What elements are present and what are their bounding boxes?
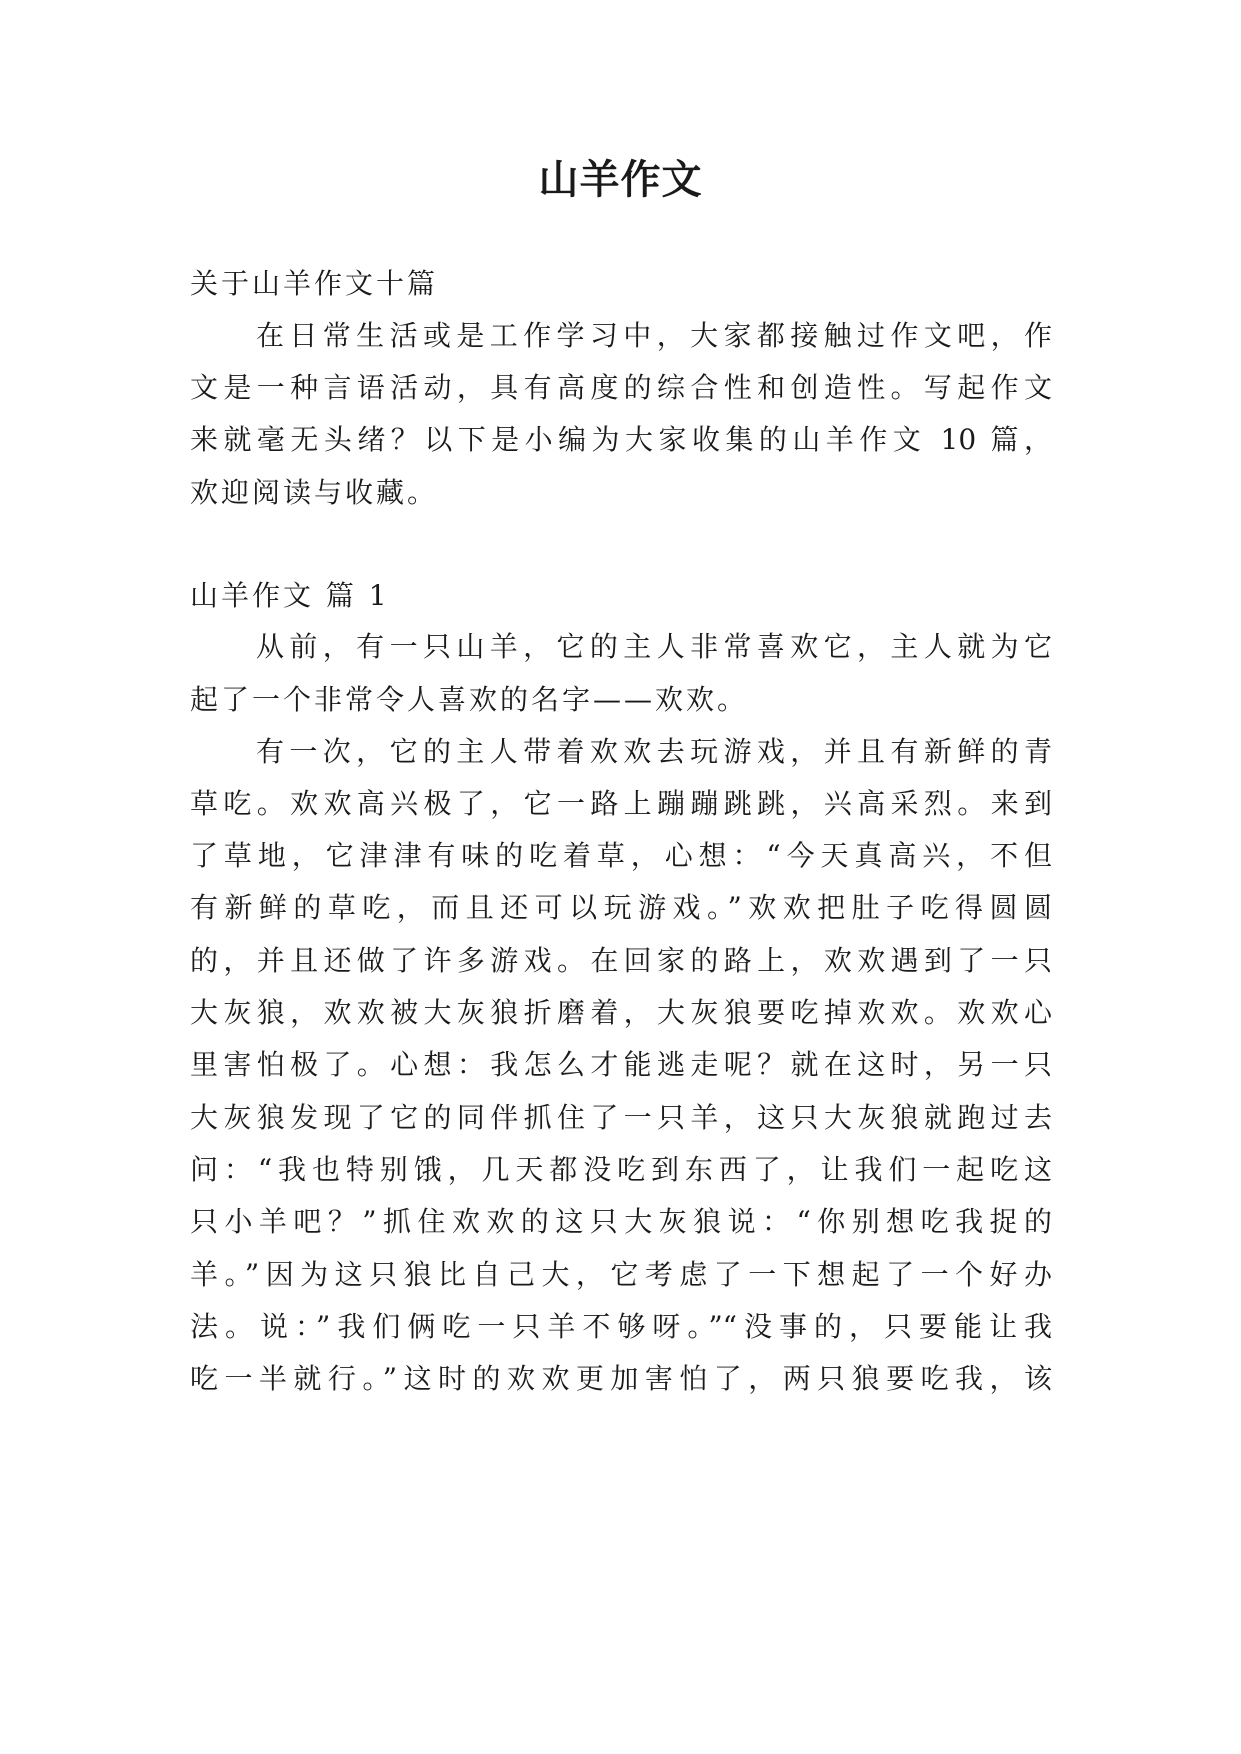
paragraph-line: 有一次，它的主人带着欢欢去玩游戏，并且有新鲜的青 xyxy=(256,735,1052,768)
paragraph-line: 起了一个非常令人喜欢的名字——欢欢。 xyxy=(190,683,749,716)
paragraph-line: 草吃。欢欢高兴极了，它一路上蹦蹦跳跳，兴高采烈。来到 xyxy=(190,787,1052,820)
paragraph-line: 了草地，它津津有味的吃着草，心想：“今天真高兴，不但 xyxy=(190,839,1052,872)
paragraph-line: 吃一半就行。”这时的欢欢更加害怕了，两只狼要吃我，该 xyxy=(190,1362,1052,1395)
paragraph-line: 的，并且还做了许多游戏。在回家的路上，欢欢遇到了一只 xyxy=(190,944,1052,977)
intro-line: 文是一种言语活动，具有高度的综合性和创造性。写起作文 xyxy=(190,371,1052,404)
paragraph-line: 法。说：”我们俩吃一只羊不够呀。”“没事的，只要能让我 xyxy=(190,1310,1052,1343)
section-heading: 山羊作文 篇 1 xyxy=(190,579,390,612)
intro-line: 来就毫无头绪？以下是小编为大家收集的山羊作文 10 篇， xyxy=(190,423,1052,456)
document-title: 山羊作文 xyxy=(538,156,703,203)
paragraph-line: 只小羊吧？”抓住欢欢的这只大灰狼说：“你别想吃我捉的 xyxy=(190,1205,1052,1238)
paragraph-line: 里害怕极了。心想：我怎么才能逃走呢？就在这时，另一只 xyxy=(190,1048,1052,1081)
paragraph-line: 从前，有一只山羊，它的主人非常喜欢它，主人就为它 xyxy=(256,630,1052,663)
paragraph-line: 大灰狼发现了它的同伴抓住了一只羊，这只大灰狼就跑过去 xyxy=(190,1101,1052,1134)
paragraph-line: 有新鲜的草吃，而且还可以玩游戏。”欢欢把肚子吃得圆圆 xyxy=(190,891,1052,924)
paragraph-line: 问：“我也特别饿，几天都没吃到东西了，让我们一起吃这 xyxy=(190,1153,1052,1186)
intro-line: 在日常生活或是工作学习中，大家都接触过作文吧，作 xyxy=(256,319,1052,352)
paragraph-line: 大灰狼，欢欢被大灰狼折磨着，大灰狼要吃掉欢欢。欢欢心 xyxy=(190,996,1052,1029)
intro-heading: 关于山羊作文十篇 xyxy=(190,267,439,300)
paragraph-line: 羊。”因为这只狼比自己大，它考虑了一下想起了一个好办 xyxy=(190,1258,1052,1291)
intro-line: 欢迎阅读与收藏。 xyxy=(190,476,439,509)
